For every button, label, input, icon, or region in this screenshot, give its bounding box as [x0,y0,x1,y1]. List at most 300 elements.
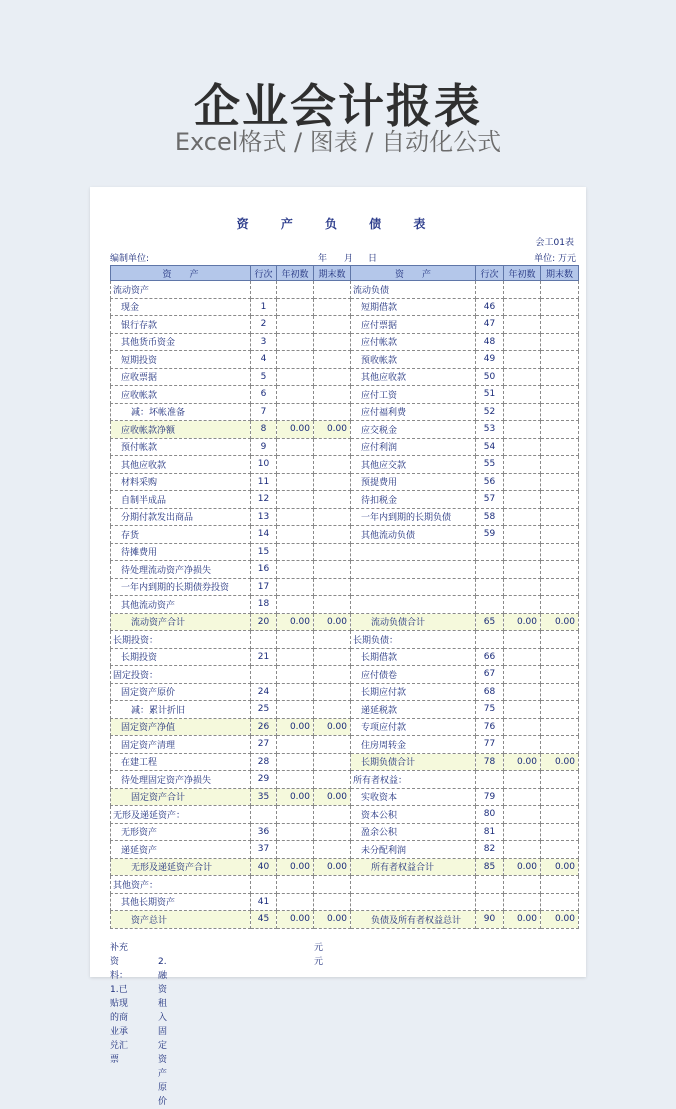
note-2-label: 2.融资租入固定资产原价 [158,957,168,1107]
liability-opening-cell [504,543,541,561]
asset-label-cell: 存货 [111,526,251,544]
liability-label-cell: 盈余公积 [351,823,476,841]
liability-row-no-cell: 49 [476,351,504,369]
liability-opening-cell [504,316,541,334]
liability-row-no-cell: 51 [476,386,504,404]
asset-row-no-cell: 28 [251,753,277,771]
asset-row-no-cell: 1 [251,298,277,316]
asset-label-cell: 待处理固定资产净损失 [111,771,251,789]
table-row [111,613,579,631]
liability-opening-cell [504,876,541,894]
table-row [111,753,579,771]
liability-opening-cell [504,631,541,649]
asset-opening-cell [277,561,314,579]
table-row [111,806,579,824]
asset-opening-cell [277,736,314,754]
liability-closing-cell [541,718,579,736]
asset-closing-cell [314,386,351,404]
asset-closing-cell [314,578,351,596]
asset-row-no-cell: 6 [251,386,277,404]
liability-label-cell [351,561,476,579]
liability-row-no-cell: 59 [476,526,504,544]
table-row [111,403,579,421]
liability-label-cell: 其他流动负债 [351,526,476,544]
asset-label-cell: 分期付款发出商品 [111,508,251,526]
asset-row-no-cell [251,631,277,649]
liability-label-cell: 应付票据 [351,316,476,334]
liability-label-cell: 资本公积 [351,806,476,824]
liability-label-cell: 应付工资 [351,386,476,404]
liability-label-cell: 预提费用 [351,473,476,491]
asset-row-no-cell: 45 [251,911,277,929]
month-label: 月 [344,254,354,264]
liability-closing-cell [541,666,579,684]
liability-label-cell: 专项应付款 [351,718,476,736]
liability-row-no-cell: 82 [476,841,504,859]
table-row [111,386,579,404]
asset-closing-cell [314,666,351,684]
asset-opening-cell [277,683,314,701]
asset-row-no-cell: 10 [251,456,277,474]
asset-label-cell: 一年内到期的长期债券投资 [111,578,251,596]
liability-label-cell: 预收帐款 [351,351,476,369]
asset-closing-cell [314,561,351,579]
table-row [111,508,579,526]
table-row [111,438,579,456]
liability-opening-cell [504,561,541,579]
asset-opening-cell [277,596,314,614]
asset-closing-cell [314,753,351,771]
liability-opening-cell [504,526,541,544]
liability-opening-cell [504,788,541,806]
asset-label-cell: 递延资产 [111,841,251,859]
table-row [111,281,579,299]
liability-row-no-cell [476,543,504,561]
liability-opening-cell: 0.00 [504,911,541,929]
liability-row-no-cell: 53 [476,421,504,439]
liability-opening-cell [504,823,541,841]
liability-label-cell: 待扣税金 [351,491,476,509]
asset-row-no-cell: 5 [251,368,277,386]
liability-opening-cell [504,841,541,859]
liability-opening-cell [504,421,541,439]
asset-opening-cell [277,386,314,404]
asset-row-no-cell: 35 [251,788,277,806]
asset-row-no-cell [251,281,277,299]
liability-row-no-cell: 52 [476,403,504,421]
asset-row-no-cell: 4 [251,351,277,369]
table-row [111,666,579,684]
report-sheet [90,187,586,1107]
asset-label-cell: 无形及递延资产： [111,806,251,824]
asset-row-no-cell: 17 [251,578,277,596]
asset-closing-cell [314,333,351,351]
table-row [111,841,579,859]
asset-opening-cell: 0.00 [277,718,314,736]
note-1-unit: 元 [314,943,324,953]
asset-row-no-cell: 24 [251,683,277,701]
liability-opening-cell: 0.00 [504,613,541,631]
asset-opening-cell [277,876,314,894]
asset-closing-cell [314,491,351,509]
table-row [111,421,579,439]
liability-row-no-cell: 75 [476,701,504,719]
asset-opening-cell [277,543,314,561]
asset-row-no-cell: 20 [251,613,277,631]
liability-closing-cell: 0.00 [541,911,579,929]
asset-closing-cell [314,543,351,561]
asset-label-cell: 在建工程 [111,753,251,771]
liability-closing-cell [541,281,579,299]
liability-closing-cell [541,823,579,841]
asset-label-cell: 待处理流动资产净损失 [111,561,251,579]
liability-label-cell: 长期负债： [351,631,476,649]
liability-closing-cell [541,386,579,404]
asset-opening-cell: 0.00 [277,421,314,439]
asset-closing-cell [314,893,351,911]
asset-label-cell: 固定投资： [111,666,251,684]
liability-row-no-cell [476,578,504,596]
asset-label-cell: 流动资产合计 [111,613,251,631]
liability-label-cell [351,543,476,561]
table-row [111,893,579,911]
asset-closing-cell [314,403,351,421]
liability-closing-cell: 0.00 [541,753,579,771]
asset-row-no-cell: 15 [251,543,277,561]
table-row [111,788,579,806]
liability-closing-cell [541,403,579,421]
asset-row-no-cell: 9 [251,438,277,456]
table-row [111,456,579,474]
liability-opening-cell [504,683,541,701]
liability-row-no-cell: 80 [476,806,504,824]
asset-row-no-cell: 3 [251,333,277,351]
asset-label-cell: 应收帐款 [111,386,251,404]
asset-label-cell: 固定资产原价 [111,683,251,701]
liability-row-no-cell: 54 [476,438,504,456]
asset-label-cell: 减：坏帐准备 [111,403,251,421]
table-row [111,718,579,736]
liability-row-no-cell: 56 [476,473,504,491]
liability-closing-cell [541,876,579,894]
liability-opening-cell [504,648,541,666]
asset-opening-cell [277,403,314,421]
liability-row-no-cell: 58 [476,508,504,526]
liability-closing-cell [541,596,579,614]
asset-label-cell: 资产总计 [111,911,251,929]
asset-row-no-cell: 12 [251,491,277,509]
note-2-unit: 元 [314,957,324,967]
liability-opening-cell [504,508,541,526]
asset-row-no-cell: 16 [251,561,277,579]
asset-opening-cell [277,473,314,491]
asset-opening-cell [277,893,314,911]
liability-row-no-cell: 76 [476,718,504,736]
asset-row-no-cell: 25 [251,701,277,719]
asset-label-cell: 现金 [111,298,251,316]
table-row [111,823,579,841]
liability-label-cell: 其他应交款 [351,456,476,474]
asset-row-no-cell: 36 [251,823,277,841]
asset-closing-cell [314,823,351,841]
liability-closing-cell [541,561,579,579]
asset-opening-cell [277,753,314,771]
asset-closing-cell [314,316,351,334]
currency-unit: 单位: 万元 [534,254,576,264]
liability-label-cell: 应交税金 [351,421,476,439]
asset-label-cell: 待摊费用 [111,543,251,561]
liability-row-no-cell: 66 [476,648,504,666]
liability-row-no-cell: 85 [476,858,504,876]
asset-opening-cell [277,526,314,544]
table-row [111,561,579,579]
liability-opening-cell [504,281,541,299]
liability-closing-cell: 0.00 [541,858,579,876]
liability-opening-cell [504,473,541,491]
table-header-row [111,266,579,281]
liability-opening-cell [504,771,541,789]
liability-opening-cell: 0.00 [504,753,541,771]
table-row [111,526,579,544]
liability-opening-cell [504,456,541,474]
table-row [111,316,579,334]
asset-label-cell: 固定资产合计 [111,788,251,806]
liability-opening-cell [504,578,541,596]
liability-label-cell: 一年内到期的长期负债 [351,508,476,526]
asset-opening-cell [277,333,314,351]
liability-opening-cell [504,368,541,386]
liability-row-no-cell: 65 [476,613,504,631]
asset-row-no-cell: 8 [251,421,277,439]
asset-closing-cell [314,841,351,859]
liability-closing-cell [541,473,579,491]
asset-label-cell: 减：累计折旧 [111,701,251,719]
liability-closing-cell [541,543,579,561]
liability-opening-cell [504,333,541,351]
liability-label-cell: 实收资本 [351,788,476,806]
liability-label-cell: 应付帐款 [351,333,476,351]
liability-label-cell [351,578,476,596]
table-row [111,298,579,316]
liability-row-no-cell: 57 [476,491,504,509]
asset-closing-cell [314,683,351,701]
asset-row-no-cell: 11 [251,473,277,491]
liability-closing-cell [541,788,579,806]
asset-closing-cell [314,876,351,894]
asset-row-no-cell: 40 [251,858,277,876]
asset-row-no-cell: 18 [251,596,277,614]
asset-row-no-cell: 26 [251,718,277,736]
liability-opening-cell [504,491,541,509]
asset-label-cell: 材料采购 [111,473,251,491]
liability-label-cell: 住房周转金 [351,736,476,754]
asset-closing-cell [314,771,351,789]
balance-sheet-table [110,265,579,929]
liability-closing-cell [541,491,579,509]
year-label: 年 [318,254,328,264]
asset-closing-cell: 0.00 [314,788,351,806]
asset-label-cell: 长期投资： [111,631,251,649]
header-opening: 年初数 [277,266,314,281]
unit-label: 编制单位: [110,254,150,264]
asset-row-no-cell: 14 [251,526,277,544]
liability-opening-cell [504,893,541,911]
liability-label-cell: 未分配利润 [351,841,476,859]
asset-opening-cell [277,316,314,334]
asset-closing-cell [314,368,351,386]
asset-label-cell: 长期投资 [111,648,251,666]
liability-closing-cell [541,806,579,824]
liability-opening-cell [504,701,541,719]
liability-closing-cell [541,368,579,386]
liability-row-no-cell: 90 [476,911,504,929]
asset-label-cell: 银行存款 [111,316,251,334]
liability-row-no-cell [476,771,504,789]
liability-opening-cell [504,718,541,736]
asset-closing-cell [314,526,351,544]
asset-label-cell: 无形资产 [111,823,251,841]
liability-row-no-cell [476,596,504,614]
liability-label-cell [351,876,476,894]
liability-opening-cell [504,438,541,456]
asset-row-no-cell: 37 [251,841,277,859]
liability-label-cell: 长期负债合计 [351,753,476,771]
table-row [111,771,579,789]
hero-subtitle: Excel格式 / 图表 / 自动化公式 [174,128,502,156]
liability-closing-cell [541,333,579,351]
asset-opening-cell [277,666,314,684]
asset-row-no-cell [251,806,277,824]
asset-closing-cell: 0.00 [314,718,351,736]
asset-opening-cell [277,771,314,789]
liability-closing-cell [541,631,579,649]
asset-closing-cell: 0.00 [314,421,351,439]
table-row [111,351,579,369]
asset-label-cell: 应收票据 [111,368,251,386]
asset-closing-cell [314,298,351,316]
asset-opening-cell: 0.00 [277,858,314,876]
asset-opening-cell [277,578,314,596]
liability-row-no-cell: 68 [476,683,504,701]
liability-label-cell [351,596,476,614]
liability-opening-cell [504,298,541,316]
table-row [111,683,579,701]
asset-closing-cell [314,351,351,369]
asset-row-no-cell: 21 [251,648,277,666]
liability-opening-cell [504,736,541,754]
liability-closing-cell [541,893,579,911]
table-row [111,543,579,561]
asset-label-cell: 其他流动资产 [111,596,251,614]
asset-closing-cell [314,473,351,491]
asset-row-no-cell [251,666,277,684]
liability-closing-cell [541,508,579,526]
liability-row-no-cell: 50 [476,368,504,386]
liability-opening-cell [504,351,541,369]
asset-closing-cell: 0.00 [314,911,351,929]
asset-label-cell: 自制半成品 [111,491,251,509]
liability-opening-cell [504,386,541,404]
header-closing: 期末数 [314,266,351,281]
table-row [111,911,579,929]
table-row [111,578,579,596]
asset-row-no-cell: 13 [251,508,277,526]
liability-closing-cell [541,683,579,701]
asset-label-cell: 其他长期资产 [111,893,251,911]
asset-opening-cell [277,806,314,824]
header-assets: 资 产 [111,266,251,281]
form-code: 会工01表 [535,238,574,248]
asset-label-cell: 应收帐款净额 [111,421,251,439]
header-row-no: 行次 [251,266,277,281]
liability-label-cell [351,893,476,911]
asset-opening-cell [277,631,314,649]
liability-opening-cell [504,596,541,614]
liability-label-cell: 短期借款 [351,298,476,316]
liability-label-cell: 流动负债合计 [351,613,476,631]
liability-row-no-cell: 55 [476,456,504,474]
asset-opening-cell [277,648,314,666]
table-row [111,876,579,894]
asset-row-no-cell: 29 [251,771,277,789]
liability-label-cell: 递延税款 [351,701,476,719]
liability-row-no-cell [476,631,504,649]
asset-row-no-cell [251,876,277,894]
liability-label-cell: 所有者权益： [351,771,476,789]
liability-closing-cell [541,771,579,789]
asset-label-cell: 其他资产： [111,876,251,894]
liability-row-no-cell [476,561,504,579]
liability-row-no-cell [476,281,504,299]
asset-closing-cell: 0.00 [314,613,351,631]
table-row [111,596,579,614]
liability-closing-cell [541,298,579,316]
header-opening-right: 年初数 [504,266,541,281]
header-liabilities: 资 产 [351,266,476,281]
asset-opening-cell: 0.00 [277,613,314,631]
asset-closing-cell [314,736,351,754]
asset-opening-cell [277,438,314,456]
asset-opening-cell [277,351,314,369]
liability-row-no-cell [476,893,504,911]
asset-row-no-cell: 41 [251,893,277,911]
asset-opening-cell [277,701,314,719]
liability-label-cell: 长期借款 [351,648,476,666]
liability-closing-cell [541,438,579,456]
liability-opening-cell [504,806,541,824]
liability-row-no-cell: 47 [476,316,504,334]
table-row [111,473,579,491]
liability-row-no-cell: 67 [476,666,504,684]
asset-label-cell: 固定资产清理 [111,736,251,754]
asset-closing-cell [314,456,351,474]
liability-row-no-cell: 81 [476,823,504,841]
liability-row-no-cell: 77 [476,736,504,754]
asset-label-cell: 无形及递延资产合计 [111,858,251,876]
table-row [111,648,579,666]
table-row [111,701,579,719]
day-label: 日 [368,254,378,264]
asset-opening-cell: 0.00 [277,911,314,929]
asset-opening-cell [277,368,314,386]
liability-label-cell: 应付债卷 [351,666,476,684]
liability-label-cell: 长期应付款 [351,683,476,701]
liability-closing-cell [541,578,579,596]
asset-label-cell: 其他货币资金 [111,333,251,351]
liability-row-no-cell: 78 [476,753,504,771]
asset-opening-cell [277,508,314,526]
asset-row-no-cell: 2 [251,316,277,334]
